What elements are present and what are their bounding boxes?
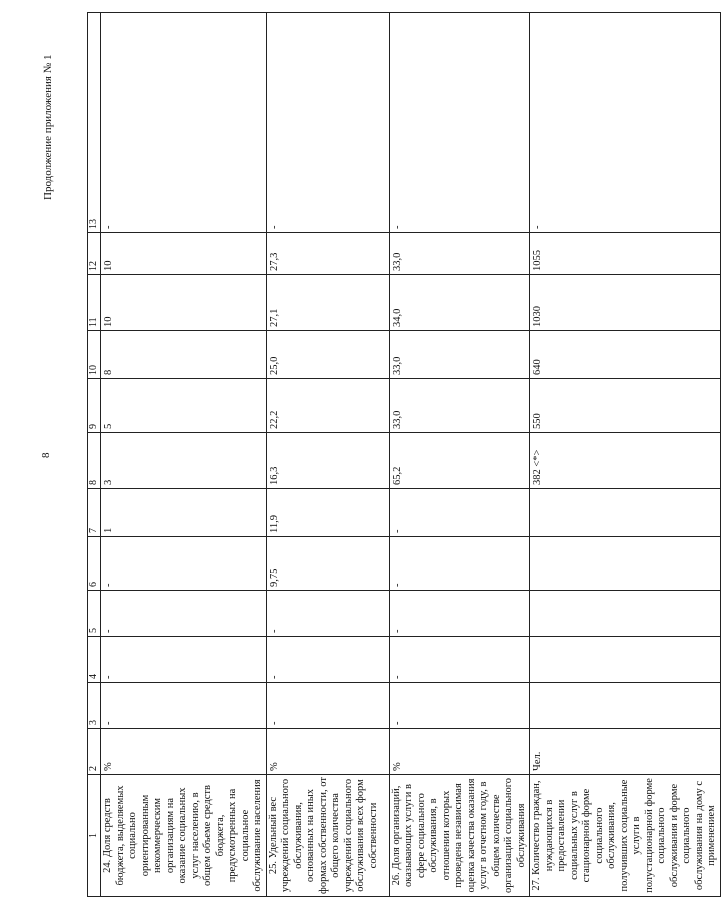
unit-cell: Чел. [530, 729, 721, 775]
col-header: 6 [88, 537, 101, 591]
value-cell: 10 [101, 233, 267, 275]
unit-cell: % [266, 729, 389, 775]
col-header: 7 [88, 489, 101, 537]
value-cell: 1030 [530, 275, 721, 331]
col-header: 1 [88, 775, 101, 897]
value-cell: 33,0 [389, 379, 530, 433]
value-cell: - [101, 683, 267, 729]
col-header: 12 [88, 233, 101, 275]
value-cell: - [389, 683, 530, 729]
col-header: 3 [88, 683, 101, 729]
col-header: 10 [88, 331, 101, 379]
value-cell: - [266, 683, 389, 729]
row-description: 24. Доля средств бюджета, выделяемых социально ориентированным некоммерческим организациям на оказание социальных услуг населению, в общем объеме средств бюджета, предусмотренных на социальное обслуживание населения [101, 775, 267, 897]
value-cell [530, 537, 721, 591]
table-row [101, 13, 267, 897]
value-cell: 11,9 [266, 489, 389, 537]
row-description: 26. Доля организаций, оказывающих услуги в сфере социального обслуживания, в отношении которых проведена независимая оценка качества оказания услуг в отчетном году, в общем количестве организаций социального обслуживания [389, 775, 530, 897]
value-cell: - [389, 537, 530, 591]
value-cell: - [101, 537, 267, 591]
value-cell: 16,3 [266, 433, 389, 489]
table-header-row [88, 13, 101, 897]
table-row [530, 13, 721, 897]
value-cell: 65,2 [389, 433, 530, 489]
value-cell: 10 [101, 275, 267, 331]
value-cell: - [389, 637, 530, 683]
row-description: 27. Количество граждан, нуждающихся в предоставлении социальных услуг в стационарной форме социального обслуживания, получивших социальные услуги в полустационарной форме социального обслуживания и форме социального обслуживания на дому с применением [530, 775, 721, 897]
value-cell: - [266, 637, 389, 683]
col-header: 13 [88, 13, 101, 233]
value-cell: - [101, 637, 267, 683]
value-cell: - [389, 13, 530, 233]
col-header: 2 [88, 729, 101, 775]
table-row [266, 13, 389, 897]
value-cell: 640 [530, 331, 721, 379]
value-cell: 8 [101, 331, 267, 379]
col-header: 4 [88, 637, 101, 683]
value-cell: 25,0 [266, 331, 389, 379]
unit-cell: % [389, 729, 530, 775]
indicators-table [87, 12, 721, 897]
value-cell [530, 489, 721, 537]
value-cell: 33,0 [389, 233, 530, 275]
value-cell: - [389, 591, 530, 637]
value-cell [530, 683, 721, 729]
value-cell: - [389, 489, 530, 537]
rotated-table-container [87, 57, 717, 897]
value-cell: 22,2 [266, 379, 389, 433]
table-row [389, 13, 530, 897]
row-description: 25. Удельный вес учреждений социального обслуживания, основанных на иных формах собственности, от общего количества учреждений социального обслуживания всех форм собственности [266, 775, 389, 897]
unit-cell: % [101, 729, 267, 775]
value-cell: 34,0 [389, 275, 530, 331]
value-cell: 1 [101, 489, 267, 537]
col-header: 8 [88, 433, 101, 489]
page-number: 8 [40, 452, 52, 458]
value-cell [530, 637, 721, 683]
appendix-title: Продолжение приложения № 1 [42, 54, 54, 200]
value-cell: - [266, 13, 389, 233]
col-header: 5 [88, 591, 101, 637]
col-header: 9 [88, 379, 101, 433]
value-cell: 3 [101, 433, 267, 489]
value-cell: 550 [530, 379, 721, 433]
value-cell: 27,1 [266, 275, 389, 331]
value-cell: 9,75 [266, 537, 389, 591]
value-cell [530, 591, 721, 637]
value-cell: - [530, 13, 721, 233]
value-cell: 1055 [530, 233, 721, 275]
value-cell: 382 <*> [530, 433, 721, 489]
value-cell: 27,3 [266, 233, 389, 275]
value-cell: - [101, 591, 267, 637]
value-cell: - [101, 13, 267, 233]
value-cell: - [266, 591, 389, 637]
value-cell: 5 [101, 379, 267, 433]
value-cell: 33,0 [389, 331, 530, 379]
col-header: 11 [88, 275, 101, 331]
